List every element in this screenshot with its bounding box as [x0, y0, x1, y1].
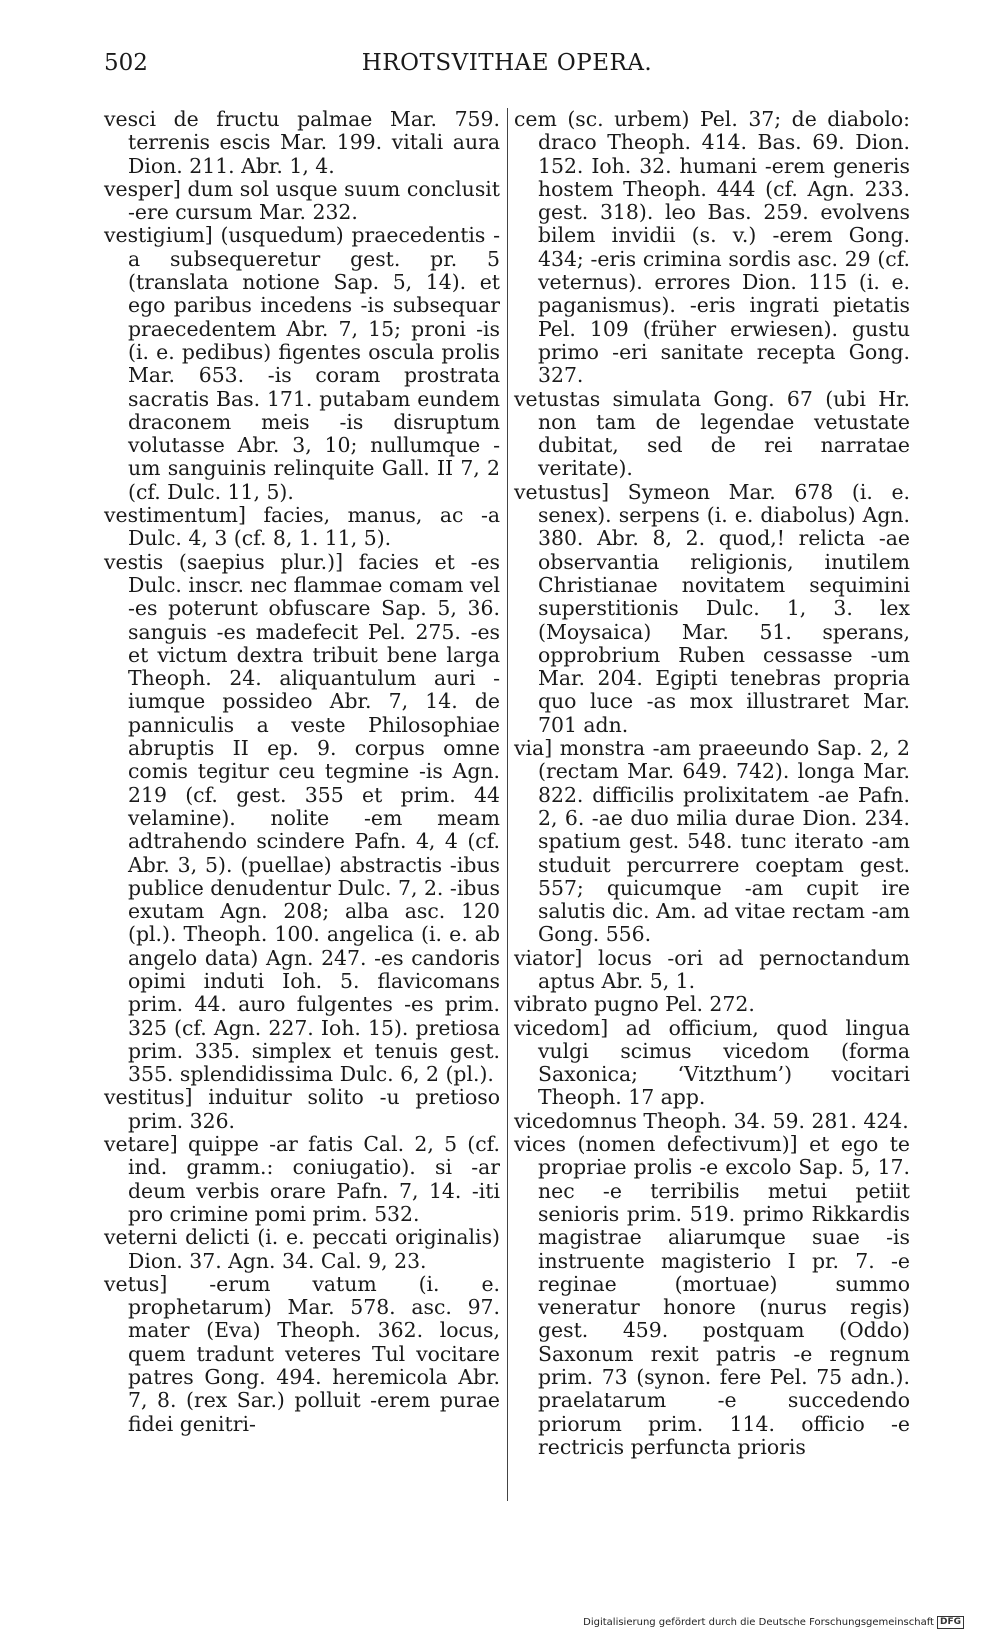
- lexicon-entry: vicedom] ad officium, quod lingua vulgi scimus vicedom (forma Saxonica; ‘Vitzthum’) vocitari Theoph. 17 app.: [514, 1015, 910, 1110]
- lexicon-entry-continued: cem (sc. urbem) Pel. 37; de diabolo: draco Theoph. 414. Bas. 69. Dion. 152. Ioh. 32. humani -erem generis hostem Theoph. 444 (cf. Agn. 233. gest. 318). leo Bas. 259. evolvens bilem invidii (s. v.) -erem Gong. 434; -eris crimina sordis asc. 29 (cf. veternus). errores Dion. 115 (i. e. paganismus). -eris ingrati pietatis Pel. 109 (früher erwiesen). gustu primo -eri sanitate recepta Gong. 327.: [514, 107, 910, 388]
- lexicon-entry: vices (nomen defectivum)] et ego te propriae prolis -e excolo Sap. 5, 17. nec -e terribilis metui petiit senioris prim. 519. primo Rikkardis magistrae aliarumque suae -is instruente magisterio I pr. 7. -e reginae (mortuae) summo veneratur honore (nurus regis) gest. 459. postquam (Oddo) Saxonum rexit patris -e regnum prim. 73 (synon. fere Pel. 75 adn.). praelatarum -e succedendo priorum prim. 114. officio -e rectricis perfuncta prioris: [514, 1132, 910, 1459]
- lexicon-entry: veterni delicti (i. e. peccati originalis) Dion. 37. Agn. 34. Cal. 9, 23.: [104, 1225, 500, 1273]
- digitization-credit: [583, 1614, 964, 1630]
- lexicon-entry: viator] locus -ori ad pernoctandum aptus Abr. 5, 1.: [514, 945, 910, 993]
- lexicon-entry: vestigium] (usquedum) praecedentis -a subsequeretur gest. pr. 5 (translata notione Sap. 5, 14). et ego paribus incedens -is subsequar praecedentem Abr. 7, 15; proni -is (i. e. pedibus) figentes oscula prolis Mar. 653. -is coram prostrata sacratis Bas. 171. putabam eundem draconem meis -is disruptum volutasse Abr. 3, 10; nullumque -um sanguinis relinquite Gall. II 7, 2 (cf. Dulc. 11, 5).: [104, 223, 500, 504]
- page-header: [104, 50, 910, 80]
- lexicon-entry: vetare] quippe -ar fatis Cal. 2, 5 (cf. ind. gramm.: coniugatio). si -ar deum verbis orare Pafn. 7, 14. -iti pro crimine pomi prim. 532.: [104, 1132, 500, 1226]
- lexicon-entry: vibrato pugno Pel. 272.: [514, 992, 755, 1017]
- lexicon-entry: vestis (saepius plur.)] facies et -es Dulc. inscr. nec flammae comam vel -es poterunt obfuscare Sap. 5, 36. sanguis -es madefecit Pel. 275. -es et victum dextra tribuit bene larga Theoph. 24. aliquantulum auri -iumque possideo Abr. 7, 14. de panniculis a veste Philosophiae abruptis II ep. 9. corpus omne comis tegitur ceu tegmine -is Agn. 219 (cf. gest. 355 et prim. 44 velamine). nolite -em meam adtrahendo scindere Pafn. 4, 4 (cf. Abr. 3, 5). (puellae) abstractis -ibus publice denudentur Dulc. 7, 2. -ibus exutam Agn. 208; alba asc. 120 (pl.). Theoph. 100. angelica (i. e. ab angelo data) Agn. 247. -es candoris opimi induti Ioh. 5. flavicomans prim. 44. auro fulgentes -es prim. 325 (cf. Agn. 227. Ioh. 15). pretiosa prim. 335. simplex et tenuis gest. 355. splendidissima Dulc. 6, 2 (pl.).: [104, 549, 500, 1087]
- lexicon-entry: vetustas simulata Gong. 67 (ubi Hr. non tam de legendae vetustate dubitat, sed de rei narratae veritate).: [514, 386, 910, 481]
- lexicon-entry: vestitus] induitur solito -u pretioso prim. 326.: [104, 1085, 500, 1133]
- running-title: HROTSVITHAE OPERA.: [361, 50, 653, 76]
- lexicon-entry: vicedomnus Theoph. 34. 59. 281. 424.: [514, 1108, 909, 1133]
- dfg-logo: DFG: [937, 1616, 964, 1629]
- column-divider: [507, 108, 508, 1501]
- lexicon-entry: vetustus] Symeon Mar. 678 (i. e. senex). serpens (i. e. diabolus) Agn. 380. Abr. 8, 2. quod,! relicta -ae observantia religionis, inutilem Christianae novitatem sequimini superstitionis Dulc. 1, 3. lex (Moysaica) Mar. 51. sperans, opprobrium Ruben cessasse -um Mar. 204. Egipti tenebras propria quo luce -as mox illustraret Mar. 701 adn.: [514, 479, 910, 737]
- page-number: 502: [104, 50, 148, 76]
- right-column: [514, 108, 910, 1459]
- credit-text: Digitalisierung gefördert durch die Deutsche Forschungsgemeinschaft: [583, 1616, 934, 1628]
- lexicon-entry: vesci de fructu palmae Mar. 759. terrenis escis Mar. 199. vitali aura Dion. 211. Abr. 1, 4.: [104, 107, 500, 178]
- left-column: [104, 108, 500, 1436]
- lexicon-entry: vetus] -erum vatum (i. e. prophetarum) Mar. 578. asc. 97. mater (Eva) Theoph. 362. locus, quem tradunt veteres Tul vocitare patres Gong. 494. heremicola Abr. 7, 8. (rex Sar.) polluit -erem purae fidei genitri-: [104, 1271, 500, 1436]
- lexicon-entry: vesper] dum sol usque suum conclusit -ere cursum Mar. 232.: [104, 176, 500, 225]
- lexicon-entry: via] monstra -am praeeundo Sap. 2, 2 (rectam Mar. 649. 742). longa Mar. 822. difficilis prolixitatem -ae Pafn. 2, 6. -ae duo milia durae Dion. 234. spatium gest. 548. tunc iterato -am studuit percurrere coeptam gest. 557; quicumque -am cupit ire salutis dic. Am. ad vitae rectam -am Gong. 556.: [514, 736, 910, 947]
- lexicon-entry: vestimentum] facies, manus, ac -a Dulc. 4, 3 (cf. 8, 1. 11, 5).: [104, 503, 500, 551]
